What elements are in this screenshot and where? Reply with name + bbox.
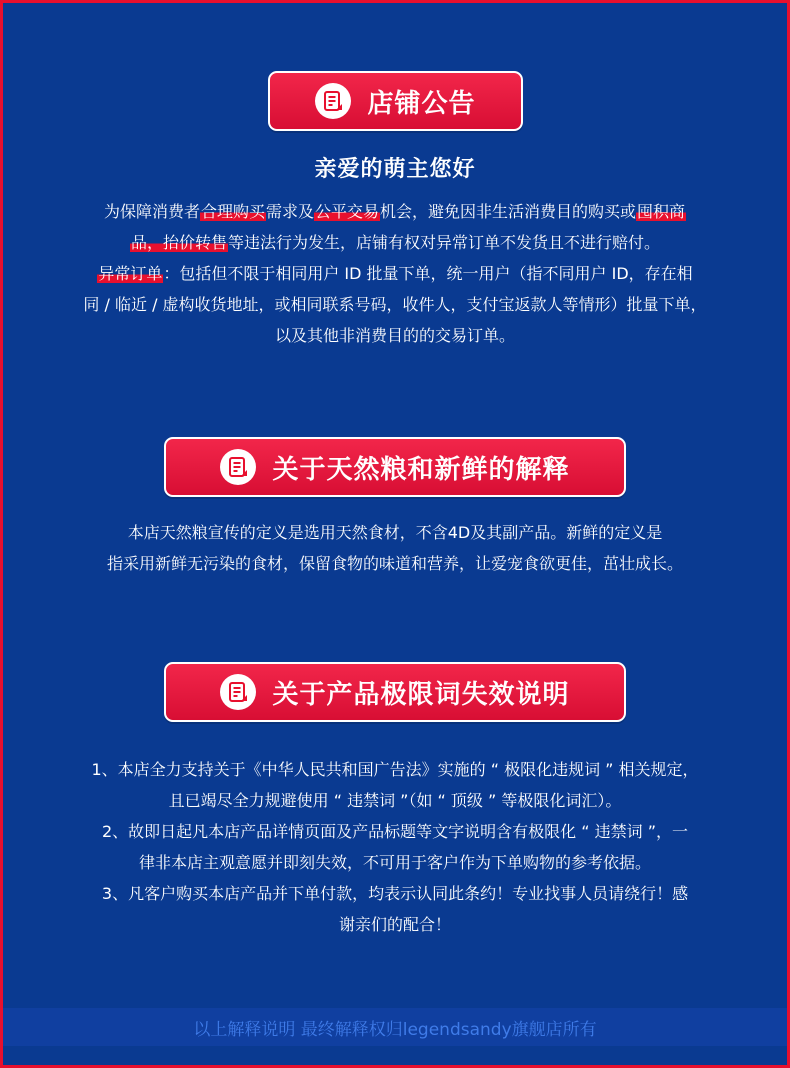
footer-bar	[3, 1008, 787, 1046]
notice-p2-line-2: 同 / 临近 / 虚构收货地址，或相同联系号码，收件人，支付宝返款人等情形）批量下单，	[83, 295, 707, 314]
limits-title: 关于产品极限词失效说明	[272, 679, 570, 710]
natural-line-2: 指采用新鲜无污染的食材，保留食物的味道和营养，让爱宠食欲更佳，茁壮成长。	[106, 554, 683, 573]
highlight-fair-trade: 公平交易	[315, 202, 380, 221]
limits-line-3: 2、故即日起凡本店产品详情页面及产品标题等文字说明含有极限化 “ 违禁词 ”，一	[101, 822, 689, 841]
notice-p2-line-3: 以及其他非消费目的的交易订单。	[274, 326, 515, 345]
limits-title-badge	[164, 662, 626, 722]
natural-title: 关于天然粮和新鲜的解释	[272, 454, 570, 485]
limits-paragraph	[0, 754, 790, 940]
footer-text: 以上解释说明 最终解释权归legendsandy旗舰店所有	[193, 1019, 597, 1040]
limits-line-5: 3、凡客户购买本店产品并下单付款，均表示认同此条约！专业找事人员请绕行！感	[101, 884, 689, 903]
notice-p1-line-2: 品，抬价转售等违法行为发生，店铺有权对异常订单不发货且不进行赔付。	[130, 233, 661, 252]
document-icon	[220, 674, 256, 710]
natural-title-badge	[164, 437, 626, 497]
notice-title: 店铺公告	[367, 88, 476, 119]
document-icon	[315, 83, 351, 119]
limits-line-6: 谢亲们的配合！	[338, 915, 451, 934]
limits-line-4: 律非本店主观意愿并即刻失效，不可用于客户作为下单购物的参考依据。	[138, 853, 651, 872]
notice-title-badge	[268, 71, 523, 131]
notice-paragraph-1	[0, 196, 790, 258]
notice-p2-line-1: 异常订单：包括但不限于相同用户 ID 批量下单，统一用户（指不同用户 ID，存在相	[98, 264, 693, 283]
natural-paragraph	[0, 517, 790, 579]
notice-paragraph-2	[0, 258, 790, 351]
highlight-reasonable-purchase: 合理购买	[200, 202, 265, 221]
highlight-abnormal-order: 异常订单	[98, 264, 163, 283]
highlight-resale: 品，抬价转售	[130, 233, 227, 252]
greeting: 亲爱的萌主您好	[314, 157, 476, 182]
natural-line-1: 本店天然粮宣传的定义是选用天然食材，不含4D及其副产品。新鲜的定义是	[127, 523, 663, 542]
highlight-hoarding: 囤积商	[637, 202, 686, 221]
limits-line-1: 1、本店全力支持关于《中华人民共和国广告法》实施的 “ 极限化违规词 ” 相关规定，	[91, 760, 699, 779]
limits-line-2: 且已竭尽全力规避使用 “ 违禁词 ”（如 “ 顶级 ” 等极限化词汇）。	[168, 791, 622, 810]
document-icon	[220, 449, 256, 485]
notice-p1-line-1: 为保障消费者合理购买需求及公平交易机会，避免因非生活消费目的购买或囤积商	[103, 202, 686, 221]
